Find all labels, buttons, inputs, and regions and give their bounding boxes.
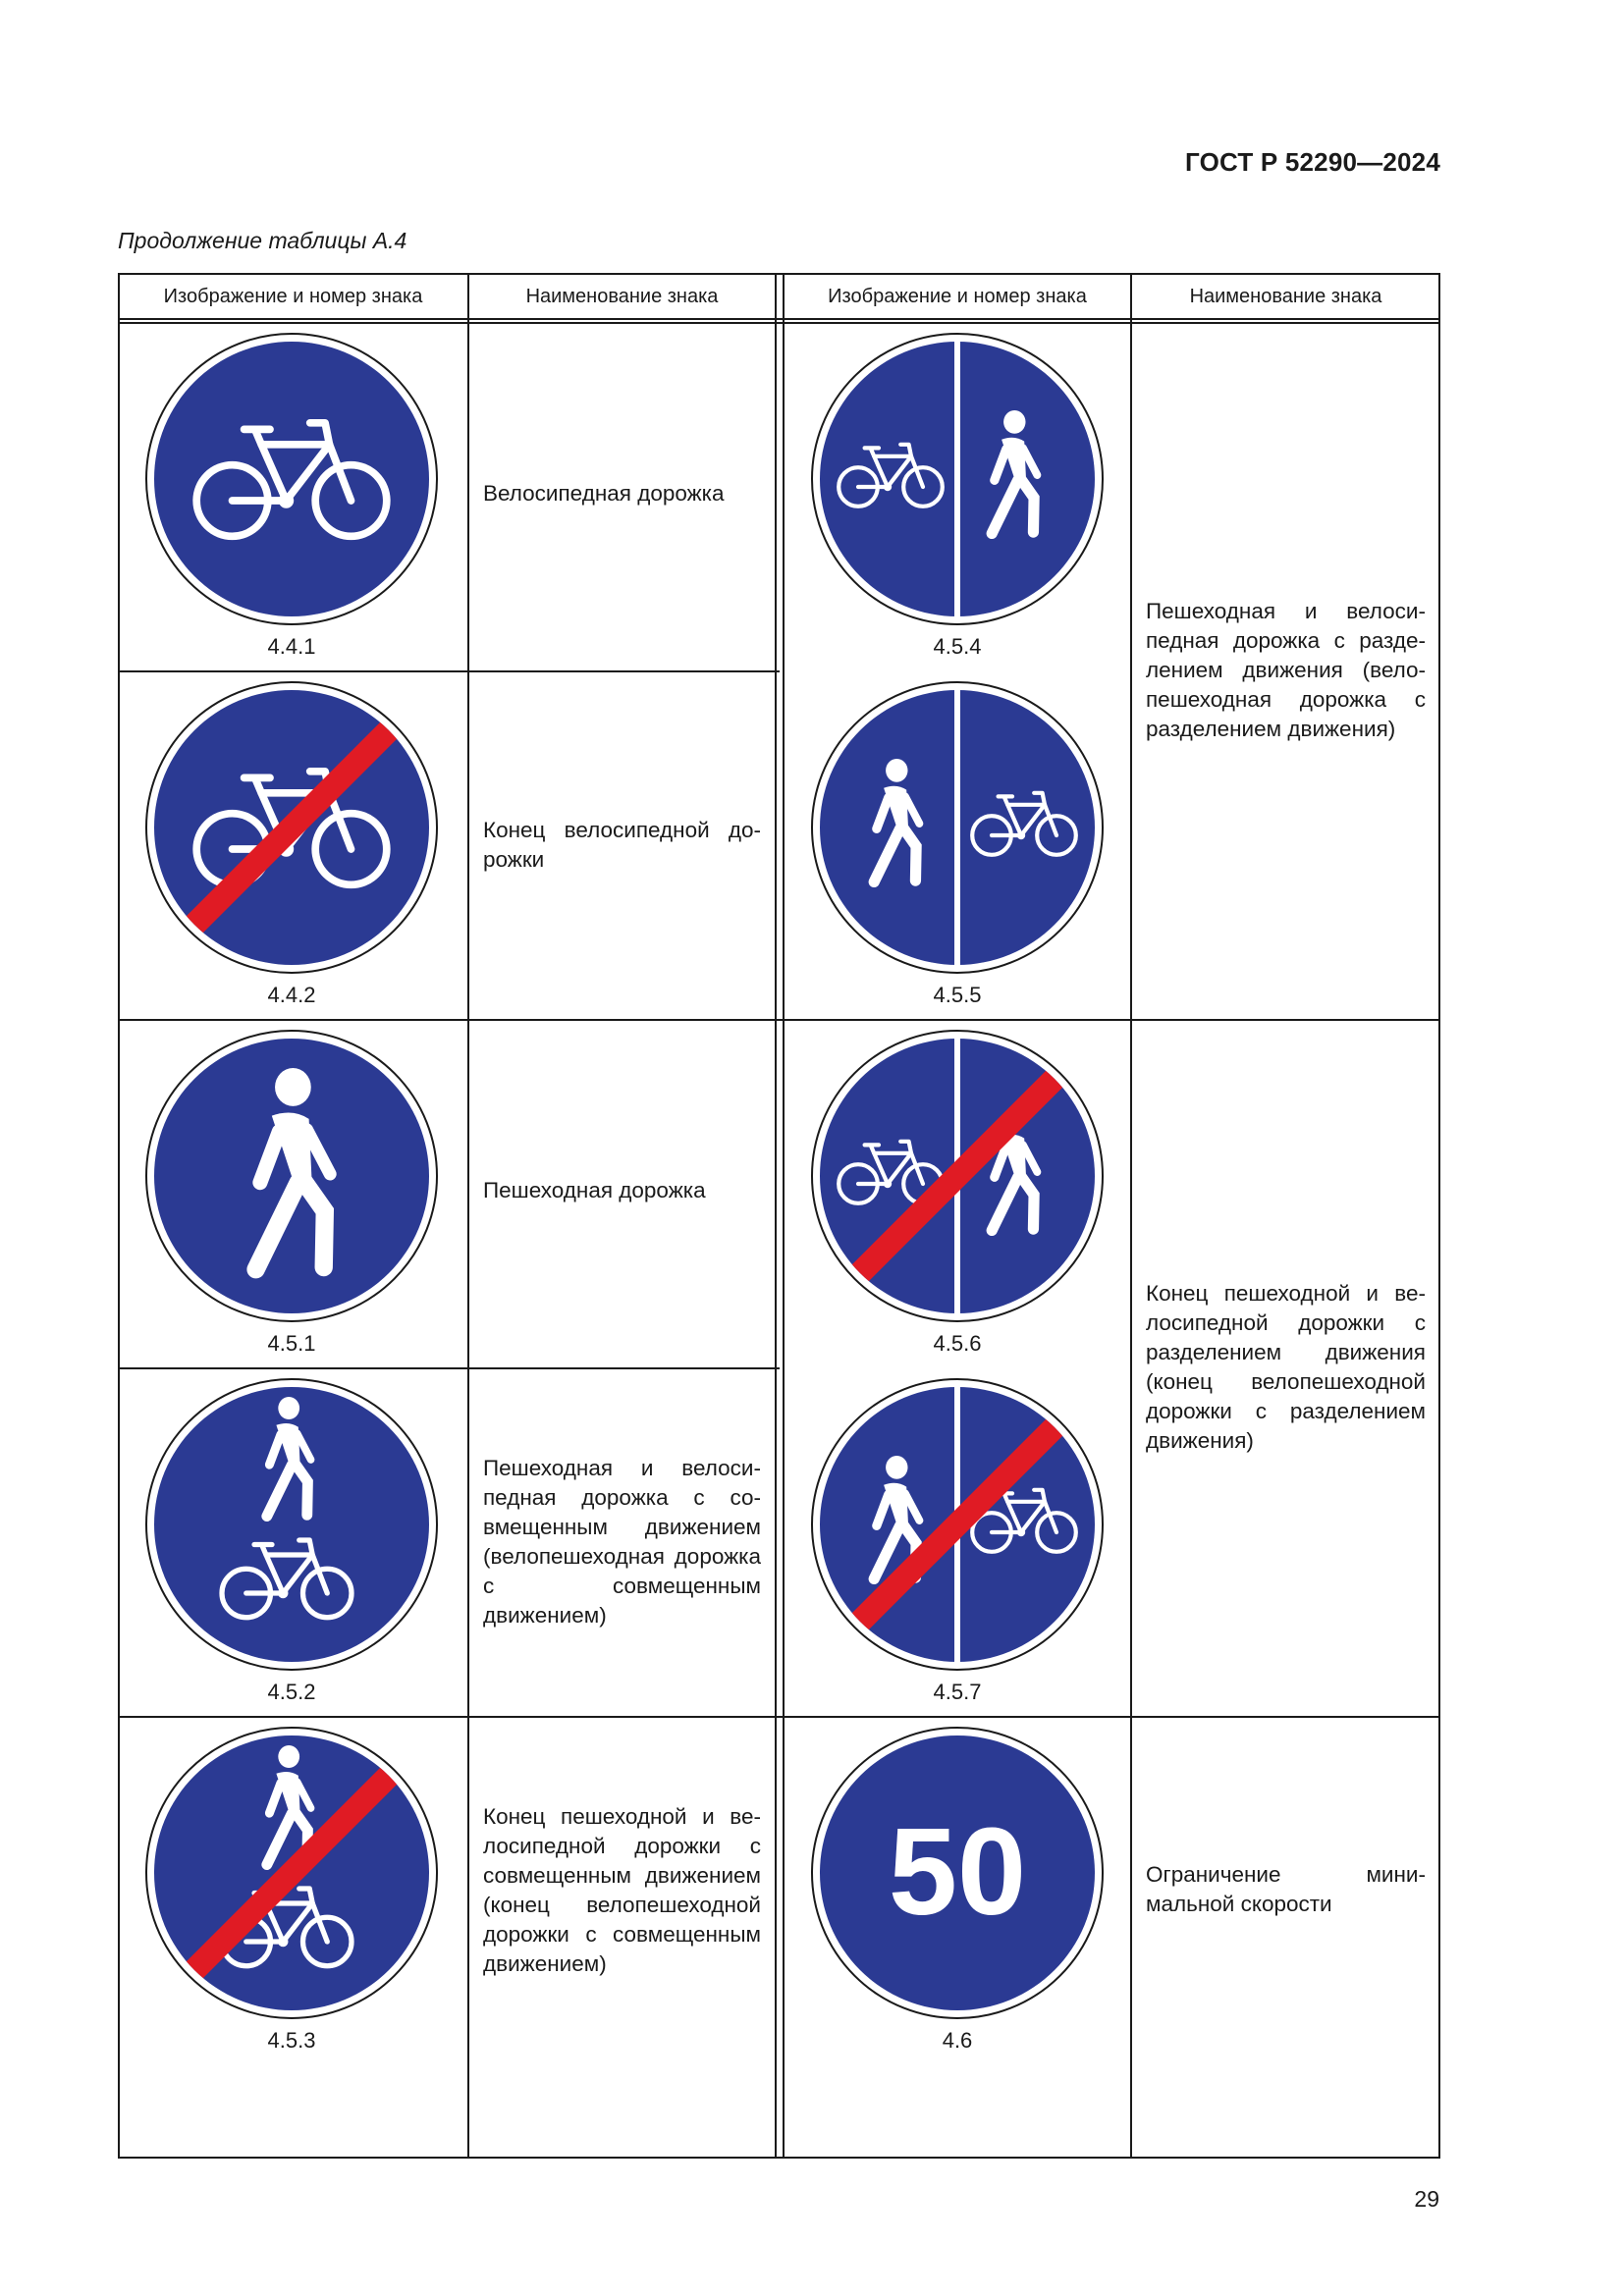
sign-4-6-minimum-speed-icon — [810, 1726, 1105, 2020]
header-image-column-left: Изображение и номер знака — [163, 285, 423, 307]
sign-4-4-1-bicycle-path-icon — [144, 332, 439, 626]
sign-name: Велосипедная дорожка — [483, 481, 725, 506]
sign-name: Пешеходная дорожка — [483, 1178, 706, 1202]
sign-number: 4.5.5 — [933, 983, 982, 1007]
sign-number: 4.5.1 — [267, 1331, 316, 1356]
sign-number: 4.5.7 — [933, 1680, 982, 1704]
table-caption: Продолжение таблицы А.4 — [118, 228, 407, 253]
sign-4-5-1-pedestrian-path-icon — [144, 1029, 439, 1323]
sign-number: 4.5.4 — [933, 634, 982, 659]
page-number: 29 — [1414, 2186, 1439, 2212]
sign-4-5-4-segregated-path-icon — [810, 332, 1105, 626]
sign-name: Конец пешеходной и велосипедной дорожки с разделением движения (конец велопешеходной дорожки с разделением движения) — [1146, 1281, 1426, 1453]
sign-4-5-7-end-segregated-path-icon — [810, 1377, 1105, 1672]
header-name-column-left: Наименование знака — [525, 285, 719, 307]
sign-name: Пешеходная и велосипедная дорожка с совмещенным движением (велопешеходная дорожка с совмещенным движением) — [483, 1456, 761, 1628]
speed-value: 50 — [888, 1802, 1027, 1941]
header-name-column-right: Наименование знака — [1189, 285, 1382, 307]
sign-4-4-2-end-bicycle-path-icon — [144, 680, 439, 975]
sign-number: 4.5.2 — [267, 1680, 316, 1704]
document-code: ГОСТ Р 52290—2024 — [1185, 147, 1440, 177]
sign-4-5-6-end-segregated-path-icon — [810, 1029, 1105, 1323]
header-image-column-right: Изображение и номер знака — [828, 285, 1087, 307]
sign-4-5-5-segregated-path-icon — [810, 680, 1105, 975]
sign-number: 4.4.1 — [267, 634, 316, 659]
sign-name: Конец велосипедной дорожки — [483, 818, 761, 872]
sign-4-5-3-end-shared-path-icon — [144, 1726, 439, 2020]
sign-4-5-2-shared-path-icon — [144, 1377, 439, 1672]
sign-number: 4.5.6 — [933, 1331, 982, 1356]
sign-number: 4.5.3 — [267, 2028, 316, 2053]
sign-number: 4.6 — [942, 2028, 973, 2053]
sign-number: 4.4.2 — [267, 983, 316, 1007]
sign-name: Конец пешеходной и велосипедной дорожки с совмещенным движением (конец велопешеходной дорожки с совмещенным движением) — [483, 1804, 761, 1976]
sign-name: Ограничение минимальной скорости — [1146, 1862, 1426, 1916]
sign-name: Пешеходная и велосипедная дорожка с разделением движения (велопешеходная дорожка с разделением движения) — [1146, 599, 1426, 741]
signs-table — [118, 273, 1440, 2159]
